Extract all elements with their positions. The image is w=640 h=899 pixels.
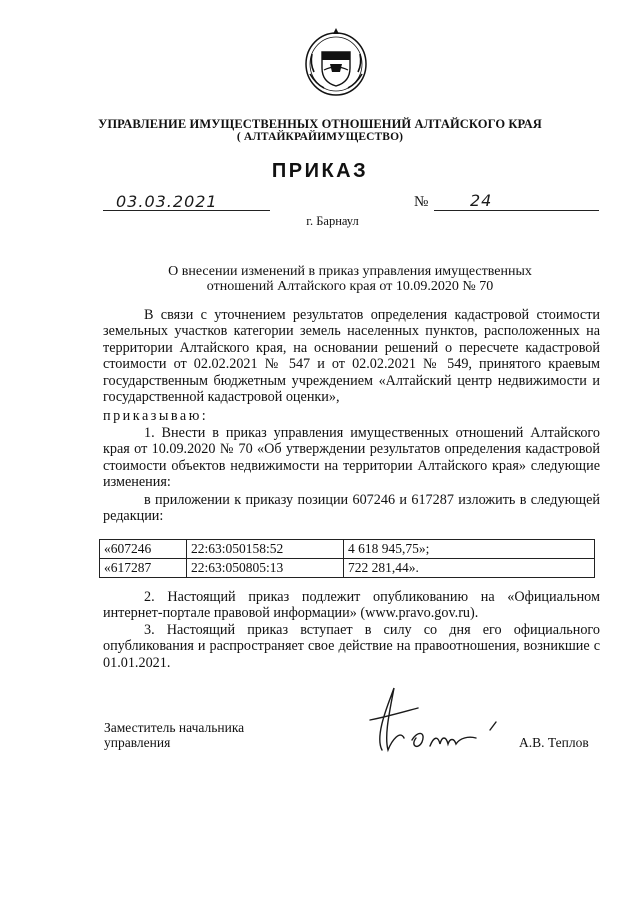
table-cell-cadastral-number: 22:63:050805:13 [187, 559, 344, 578]
table-cell-value: 722 281,44». [344, 559, 595, 578]
organization-name: УПРАВЛЕНИЕ ИМУЩЕСТВЕННЫХ ОТНОШЕНИЙ АЛТАЙСКОГО КРАЯ [98, 117, 542, 131]
document-subject [0, 264, 640, 294]
date-underline [103, 210, 270, 211]
changes-table [99, 539, 595, 578]
subject-line-1: О внесении изменений в приказ управления имущественных [168, 264, 532, 279]
item-3: 3. Настоящий приказ вступает в силу со дня его официального опубликования и распространяет свое действие на правоотношения, возникшие с 01.01.2021. [103, 622, 600, 671]
number-underline [434, 210, 599, 211]
handwritten-signature [360, 680, 520, 770]
table-cell-value: 4 618 945,75»; [344, 540, 595, 559]
table-row [100, 559, 595, 578]
item-1: 1. Внести в приказ управления имущественных отношений Алтайского края от 10.09.2020 № 70 «Об утверждении результатов определения кадастровой стоимости объектов недвижимости на территории Алтайского края» следующие изменения: [103, 425, 600, 491]
number-label: № [414, 194, 429, 210]
city: г. Барнаул [306, 214, 359, 228]
signatory-position [104, 720, 244, 750]
table-cell-cadastral-number: 22:63:050158:52 [187, 540, 344, 559]
position-line-2: управления [104, 735, 171, 750]
coat-of-arms-emblem [300, 24, 372, 98]
document-title: ПРИКАЗ [271, 160, 369, 182]
signatory-name: А.В. Теплов [519, 735, 589, 750]
item-2: 2. Настоящий приказ подлежит опубликованию на «Официальном интернет-портале правовой информации» (www.pravo.gov.ru). [103, 589, 600, 622]
table-cell-position: «607246 [100, 540, 187, 559]
document-number: 24 [470, 191, 493, 210]
organization-short-name: ( АЛТАЙКРАЙИМУЩЕСТВО) [236, 131, 404, 143]
table-cell-position: «617287 [100, 559, 187, 578]
subject-line-2: отношений Алтайского края от 10.09.2020 № 70 [206, 279, 494, 294]
table-row [100, 540, 595, 559]
item-1-sub: в приложении к приказу позиции 607246 и 617287 изложить в следующей редакции: [103, 492, 600, 525]
intro-paragraph: В связи с уточнением результатов определения кадастровой стоимости земельных участков категории земель населенных пунктов, расположенных на территории Алтайского края, на основании решений о пересчете кадастровой стоимости от 02.02.2021 № 547 и от 02.02.2021 № 549, принятого краевым государственным бюджетным учреждением «Алтайский центр недвижимости и государственной кадастровой оценки», [103, 307, 600, 406]
position-line-1: Заместитель начальника [104, 720, 245, 735]
document-date: 03.03.2021 [116, 192, 218, 211]
order-word: приказываю: [103, 408, 209, 424]
